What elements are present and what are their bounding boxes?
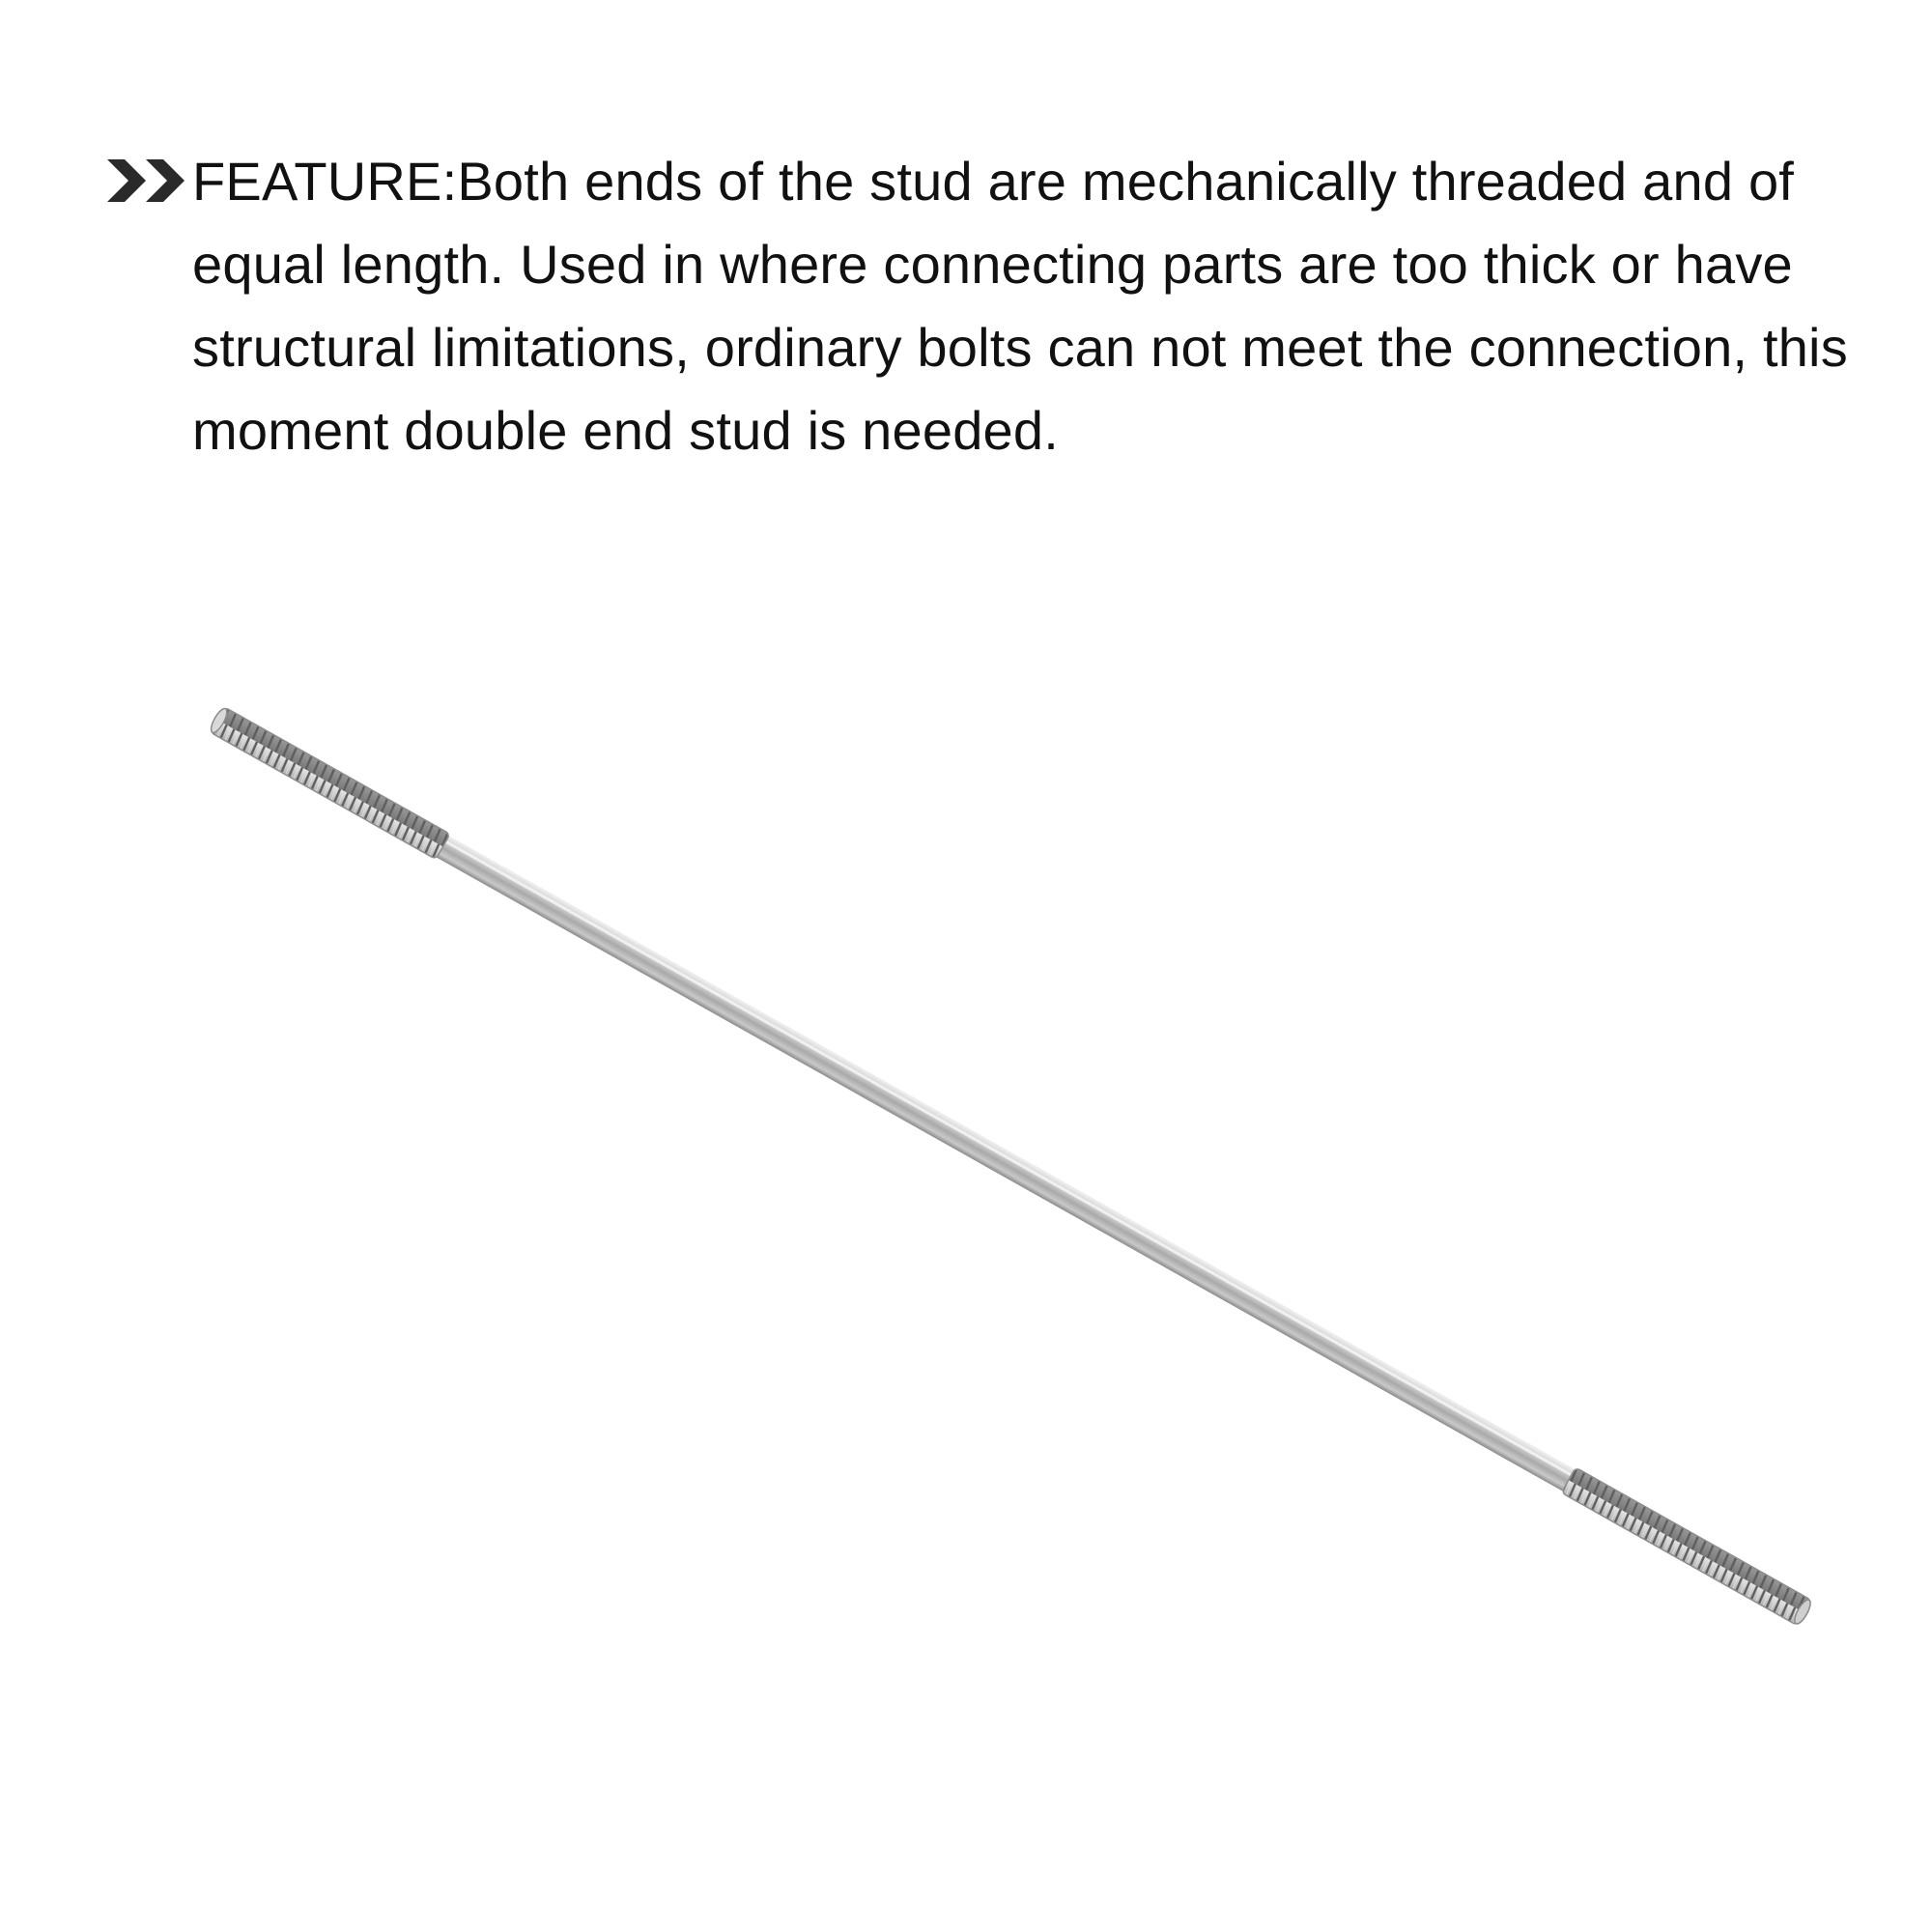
stud-thread-left [211, 707, 450, 860]
stud-thread-right [1561, 1467, 1811, 1625]
feature-description: FEATURE:Both ends of the stud are mechanically threaded and of equal length. Used in where connecting parts are too thick or have structural limitations, ordinary bolts can not meet the connection, this moment double end stud is needed. [192, 151, 1848, 461]
